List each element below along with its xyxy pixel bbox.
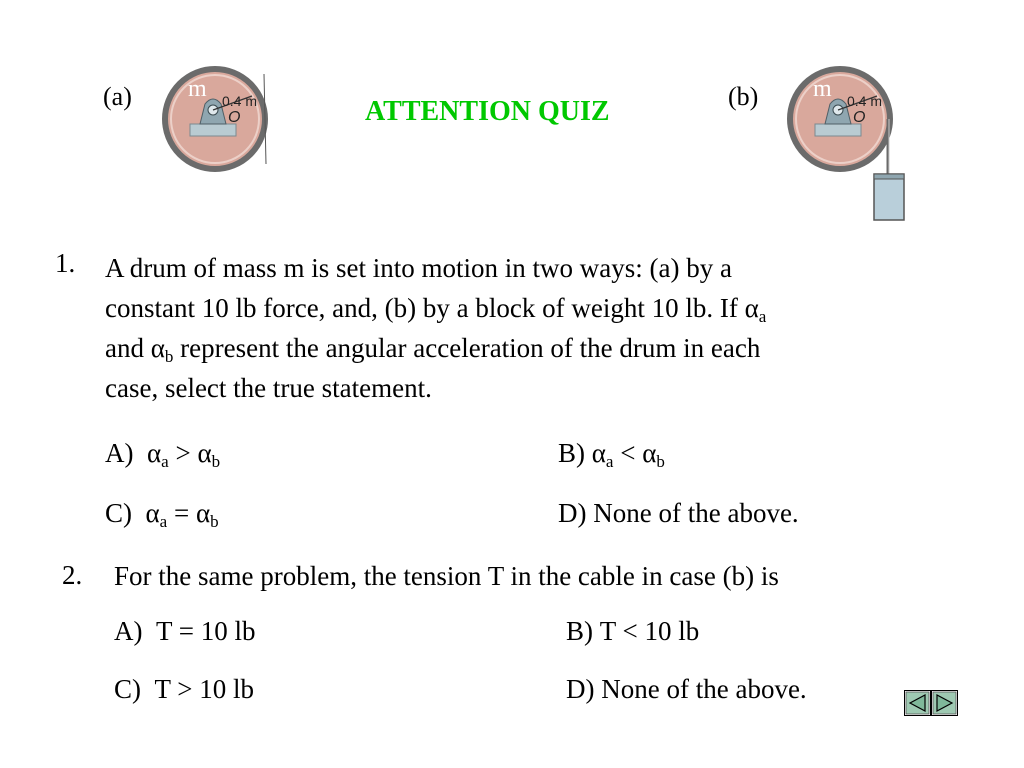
question-1-number: 1. — [55, 248, 76, 278]
drum-radius-label: 0.4 m — [847, 93, 883, 109]
drum-figure-b — [785, 64, 915, 224]
drum-center-label: O — [853, 109, 866, 126]
drum-figure-a — [160, 64, 270, 174]
figure-a-label: (a) — [103, 82, 132, 111]
question-1-line: case, select the true statement. — [105, 373, 432, 403]
question-1-line: constant 10 lb force, and, (b) by a block of weight 10 lb. If $\alpha_a$ — [105, 293, 767, 326]
question-2-number: 2. — [62, 560, 83, 590]
question-1-text — [105, 248, 965, 408]
page-title: ATTENTION QUIZ — [365, 96, 610, 127]
drum-center-label: O — [228, 109, 241, 126]
q2-option-b[interactable]: B) T < 10 lb — [566, 616, 700, 646]
q1-option-b[interactable]: B) $\alpha_a < \alpha_b$ — [558, 438, 665, 471]
q2-option-a[interactable]: A) T = 10 lb — [114, 616, 256, 646]
q2-option-c[interactable]: C) T > 10 lb — [114, 674, 254, 704]
q1-option-d[interactable]: D) None of the above. — [558, 498, 799, 528]
figure-b-label: (b) — [728, 82, 759, 111]
drum-mass-label: m — [813, 76, 832, 102]
weight-block-icon — [874, 174, 904, 220]
next-slide-button[interactable] — [931, 690, 958, 716]
q2-option-d[interactable]: D) None of the above. — [566, 674, 807, 704]
question-1-line: and $\alpha_b$ represent the angular acceleration of the drum in each — [105, 333, 761, 366]
question-1-line: A drum of mass m is set into motion in two ways: (a) by a — [105, 253, 732, 283]
previous-slide-button[interactable] — [904, 690, 931, 716]
drum-radius-label: 0.4 m — [222, 93, 258, 109]
question-2-text: For the same problem, the tension T in the cable in case (b) is — [114, 561, 779, 591]
q1-option-a[interactable]: A) $\alpha_a > \alpha_b$ — [105, 438, 221, 471]
q1-option-c[interactable]: C) $\alpha_a = \alpha_b$ — [105, 498, 219, 531]
drum-mass-label: m — [188, 76, 207, 102]
